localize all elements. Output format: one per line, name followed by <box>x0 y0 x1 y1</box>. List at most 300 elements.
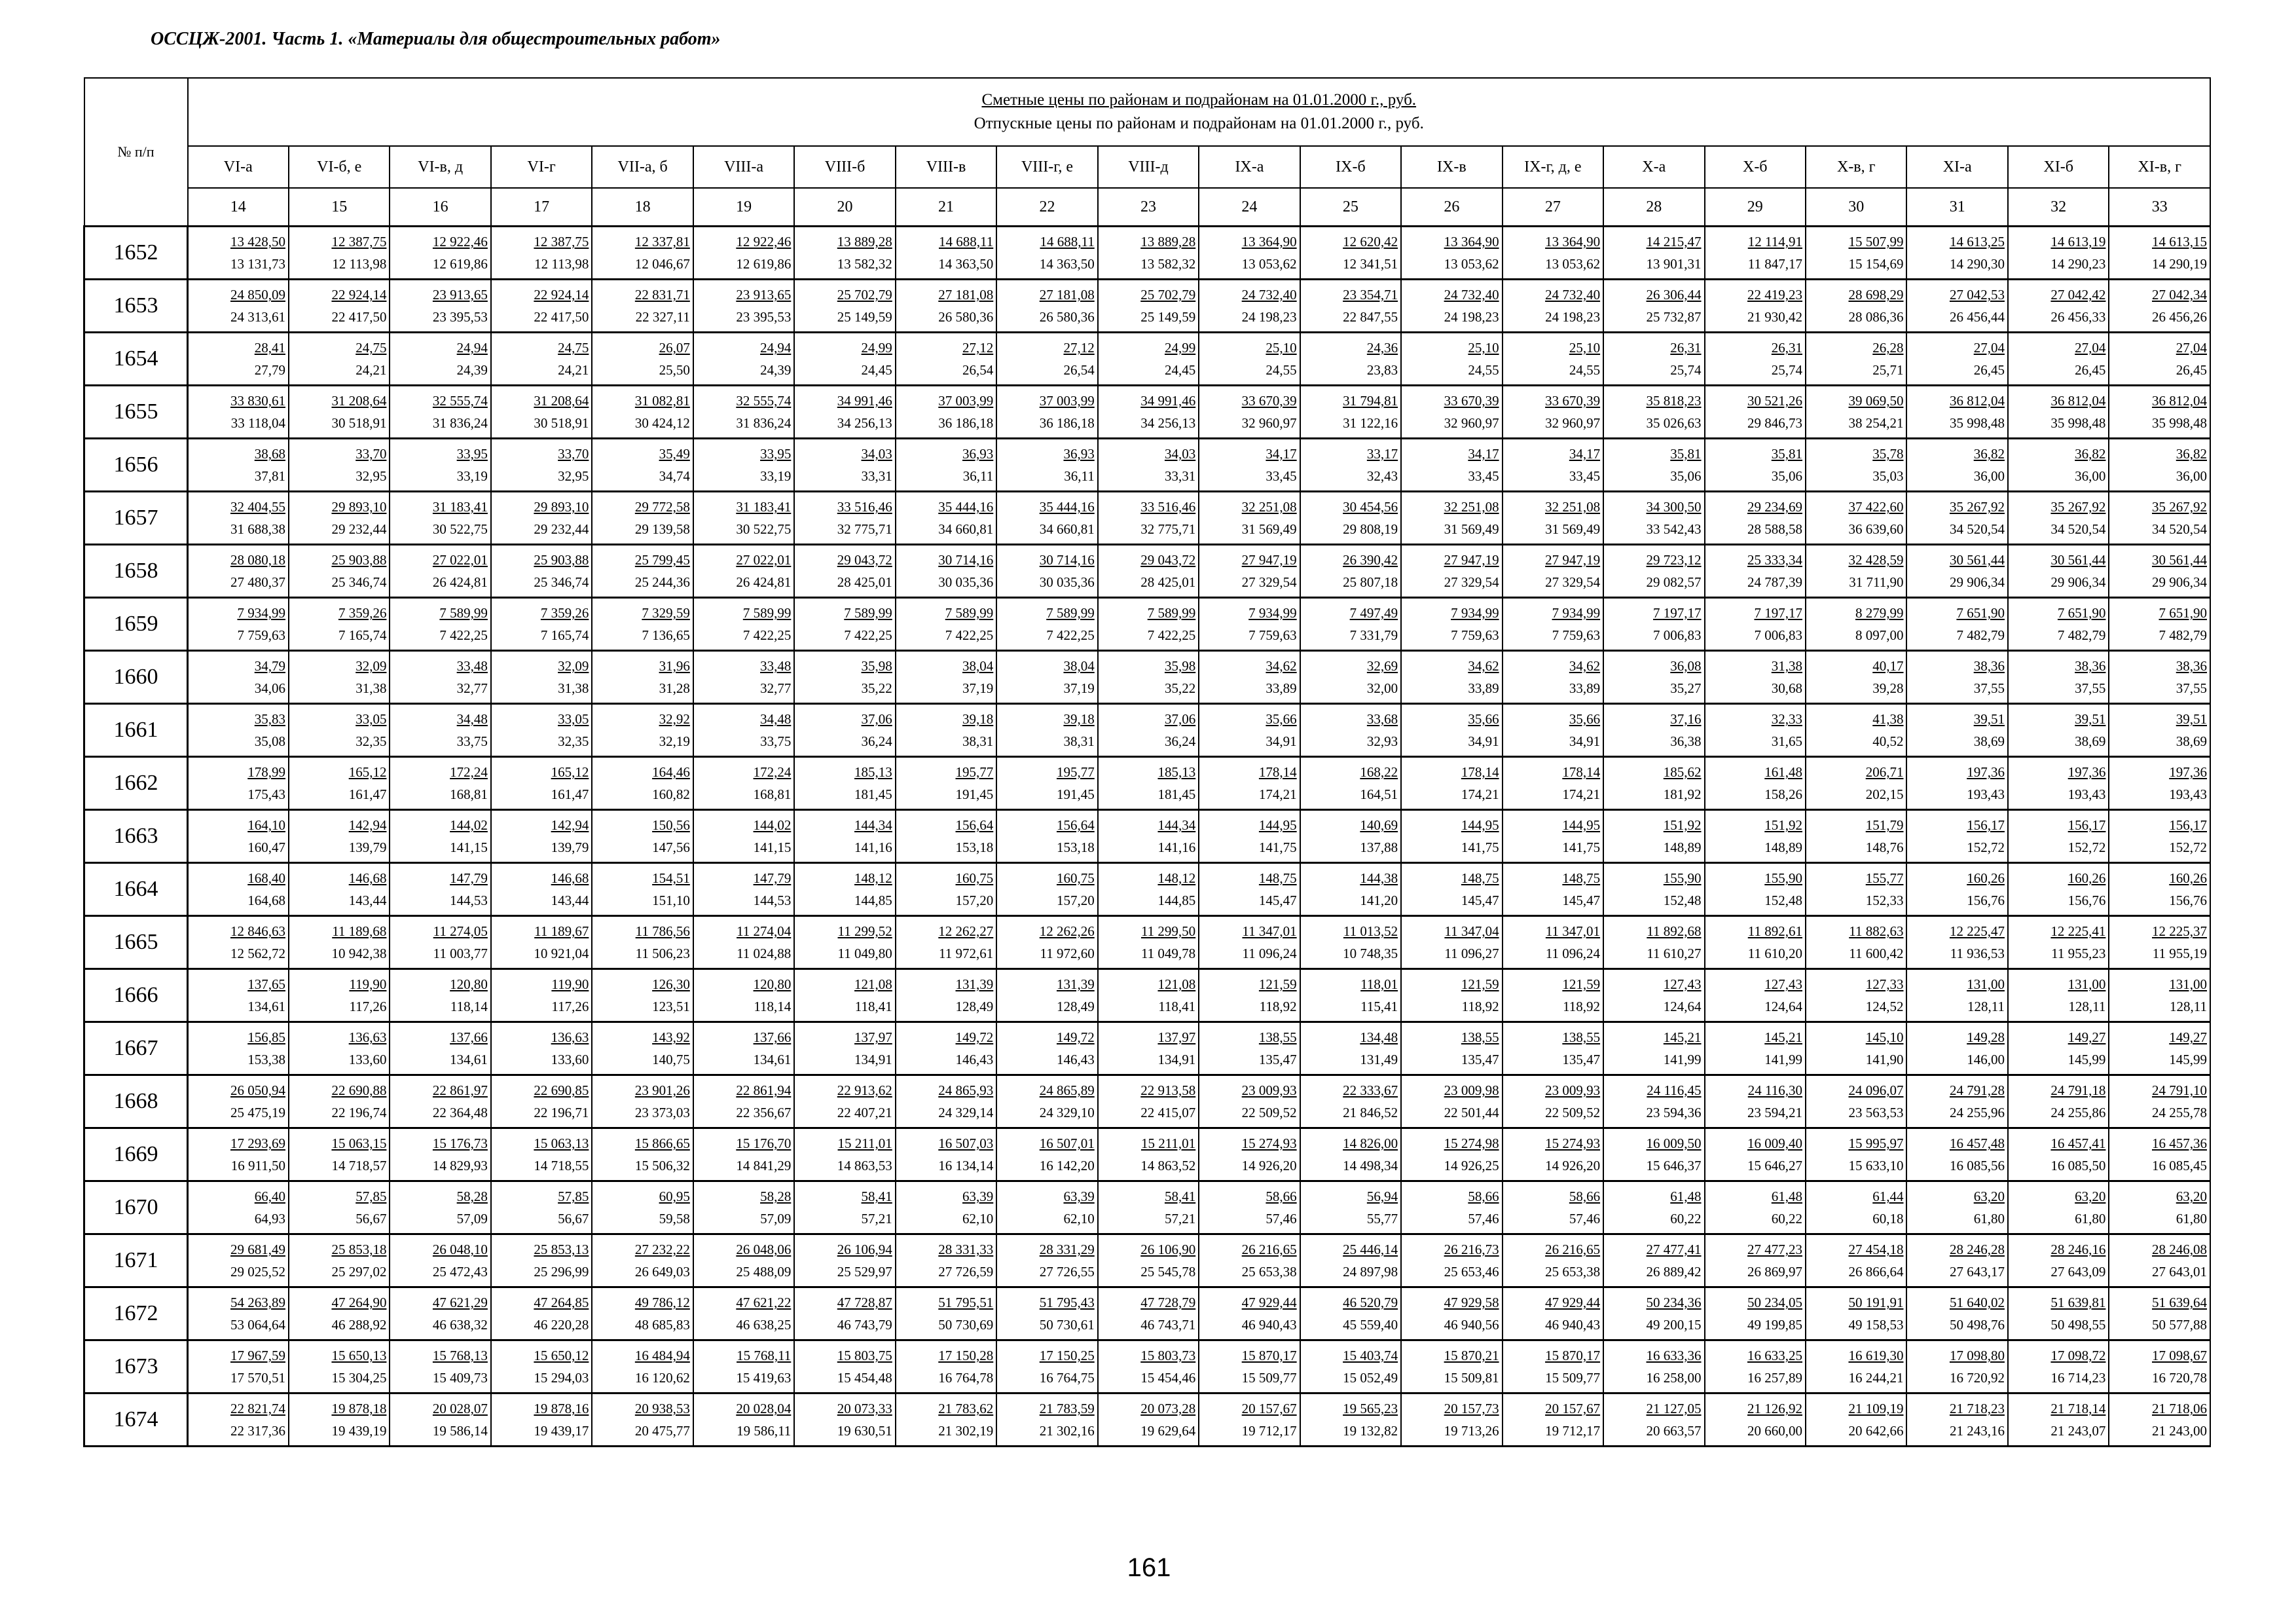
estimated-price: 29 893,10 <box>534 499 589 515</box>
price-cell <box>794 1075 895 1128</box>
estimated-price: 126,30 <box>652 976 690 992</box>
release-price: 7 422,25 <box>1147 627 1196 643</box>
estimated-price: 185,13 <box>1157 764 1196 780</box>
estimated-price: 156,17 <box>2169 817 2207 833</box>
price-cell <box>1603 386 1704 439</box>
release-price: 7 759,63 <box>1451 627 1499 643</box>
estimated-price: 27 454,18 <box>1848 1242 1904 1257</box>
estimated-price: 30 714,16 <box>938 552 994 568</box>
release-price: 19 712,17 <box>1545 1423 1601 1439</box>
price-cell <box>794 1234 895 1287</box>
estimated-price: 27 042,42 <box>2050 287 2106 303</box>
price-cell <box>1906 651 2007 704</box>
price-cell <box>1300 333 1401 386</box>
estimated-price: 35 444,16 <box>938 499 994 515</box>
release-price: 181,45 <box>854 786 892 802</box>
estimated-price: 26 216,73 <box>1444 1242 1499 1257</box>
price-cell <box>794 1340 895 1393</box>
estimated-price: 21 109,19 <box>1848 1401 1904 1416</box>
price-cell <box>1906 1393 2007 1447</box>
price-cell <box>1603 651 1704 704</box>
release-price: 35,06 <box>1670 468 1702 484</box>
estimated-price: 147,79 <box>450 870 488 886</box>
price-cell <box>1503 1393 1603 1447</box>
release-price: 161,47 <box>348 786 387 802</box>
price-cell <box>794 333 895 386</box>
price-cell <box>1705 1075 1806 1128</box>
price-cell <box>2008 280 2109 333</box>
release-price: 29 082,57 <box>1646 574 1702 590</box>
estimated-price: 27 477,41 <box>1646 1242 1702 1257</box>
price-cell <box>2109 1022 2210 1075</box>
estimated-price: 33 830,61 <box>230 393 285 409</box>
price-cell <box>996 863 1097 916</box>
price-cell <box>2109 863 2210 916</box>
estimated-price: 7 651,90 <box>1956 605 2005 621</box>
release-price: 31 688,38 <box>230 521 285 537</box>
row-number: 1673 <box>84 1340 188 1393</box>
release-price: 35,22 <box>1164 680 1196 696</box>
price-cell <box>289 863 390 916</box>
price-cell <box>390 1022 490 1075</box>
release-price: 26,45 <box>1973 362 2005 378</box>
release-price: 37,55 <box>2176 680 2207 696</box>
price-cell <box>1603 1234 1704 1287</box>
price-cell <box>2008 810 2109 863</box>
price-cell <box>2109 598 2210 651</box>
price-cell <box>491 545 592 598</box>
estimated-price: 29 681,49 <box>230 1242 285 1257</box>
estimated-price: 31 082,81 <box>634 393 690 409</box>
price-cell <box>794 651 895 704</box>
estimated-price: 11 347,01 <box>1242 923 1297 939</box>
release-price: 134,91 <box>1157 1052 1196 1067</box>
price-cell <box>896 1181 996 1234</box>
price-cell <box>592 651 693 704</box>
estimated-price: 34,79 <box>254 658 285 674</box>
release-price: 36 639,60 <box>1848 521 1904 537</box>
price-cell <box>996 810 1097 863</box>
release-price: 24 198,23 <box>1444 309 1499 325</box>
release-price: 128,49 <box>1056 999 1095 1014</box>
estimated-price: 13 889,28 <box>837 234 892 249</box>
estimated-price: 12 114,91 <box>1747 234 1802 249</box>
release-price: 27 329,54 <box>1444 574 1499 590</box>
estimated-price: 24 791,10 <box>2152 1082 2207 1098</box>
release-price: 31 711,90 <box>1849 574 1904 590</box>
release-price: 7 422,25 <box>1046 627 1095 643</box>
release-price: 15 409,73 <box>432 1370 488 1386</box>
release-price: 26 424,81 <box>432 574 488 590</box>
table-row <box>84 863 2211 916</box>
estimated-price: 34,62 <box>1468 658 1499 674</box>
release-price: 46 940,43 <box>1545 1317 1601 1333</box>
estimated-price: 15 870,21 <box>1444 1348 1499 1363</box>
price-cell <box>1806 1128 1906 1181</box>
estimated-price: 38,36 <box>1973 658 2005 674</box>
release-price: 152,48 <box>1764 893 1802 908</box>
release-price: 22 501,44 <box>1444 1105 1499 1120</box>
estimated-price: 26 048,10 <box>432 1242 488 1257</box>
price-cell <box>1199 492 1300 545</box>
price-cell <box>996 1393 1097 1447</box>
release-price: 13 131,73 <box>230 256 285 272</box>
release-price: 32,77 <box>456 680 488 696</box>
price-cell <box>1300 545 1401 598</box>
estimated-price: 23 913,65 <box>736 287 792 303</box>
district-header: IX-г, д, е <box>1503 146 1603 188</box>
row-number: 1659 <box>84 598 188 651</box>
estimated-price: 154,51 <box>652 870 690 886</box>
price-cell <box>289 333 390 386</box>
price-cell <box>1300 492 1401 545</box>
release-price: 14 290,23 <box>2050 256 2106 272</box>
price-cell <box>289 386 390 439</box>
price-cell <box>390 1128 490 1181</box>
release-price: 13 053,62 <box>1444 256 1499 272</box>
price-cell <box>289 1234 390 1287</box>
release-price: 16 720,92 <box>1949 1370 2005 1386</box>
release-price: 133,60 <box>348 1052 387 1067</box>
estimated-price: 33,05 <box>558 711 589 727</box>
price-cell <box>289 1128 390 1181</box>
estimated-price: 25 903,88 <box>331 552 387 568</box>
price-cell <box>491 280 592 333</box>
estimated-price: 25 853,18 <box>331 1242 387 1257</box>
release-price: 19 713,26 <box>1444 1423 1499 1439</box>
price-cell <box>794 280 895 333</box>
release-price: 26 424,81 <box>736 574 792 590</box>
column-number: 31 <box>1906 188 2007 227</box>
release-price: 25,74 <box>1670 362 1702 378</box>
estimated-price: 7 589,99 <box>1147 605 1196 621</box>
estimated-price: 16 484,94 <box>634 1348 690 1363</box>
price-cell <box>2008 1234 2109 1287</box>
estimated-price: 22 924,14 <box>534 287 589 303</box>
estimated-price: 58,66 <box>1468 1189 1499 1204</box>
price-cell <box>896 916 996 969</box>
release-price: 35,06 <box>1771 468 1802 484</box>
row-number: 1666 <box>84 969 188 1022</box>
estimated-price: 24 791,18 <box>2050 1082 2106 1098</box>
estimated-price: 58,41 <box>861 1189 892 1204</box>
price-cell <box>1906 704 2007 757</box>
release-price: 14 290,30 <box>1949 256 2005 272</box>
estimated-price: 13 364,90 <box>1444 234 1499 249</box>
estimated-price: 57,85 <box>355 1189 387 1204</box>
price-cell <box>592 969 693 1022</box>
column-number: 28 <box>1603 188 1704 227</box>
release-price: 145,47 <box>1258 893 1297 908</box>
price-cell <box>1199 598 1300 651</box>
release-price: 35,22 <box>861 680 892 696</box>
estimated-price: 15 063,15 <box>331 1135 387 1151</box>
release-price: 36,11 <box>962 468 994 484</box>
estimated-price: 25 903,88 <box>534 552 589 568</box>
release-price: 14 926,25 <box>1444 1158 1499 1173</box>
release-price: 124,64 <box>1764 999 1802 1014</box>
release-price: 135,47 <box>1461 1052 1499 1067</box>
release-price: 37,55 <box>2075 680 2106 696</box>
release-price: 145,47 <box>1562 893 1601 908</box>
estimated-price: 12 225,41 <box>2050 923 2106 939</box>
price-cell <box>693 333 794 386</box>
estimated-price: 27 022,01 <box>432 552 488 568</box>
release-price: 141,20 <box>1360 893 1398 908</box>
estimated-price: 118,01 <box>1360 976 1398 992</box>
estimated-price: 50 191,91 <box>1848 1295 1904 1310</box>
release-price: 25 653,38 <box>1241 1264 1297 1280</box>
price-cell <box>188 863 289 916</box>
estimated-price: 17 098,67 <box>2152 1348 2207 1363</box>
release-price: 45 559,40 <box>1343 1317 1398 1333</box>
price-cell <box>592 916 693 969</box>
release-price: 157,20 <box>955 893 994 908</box>
price-cell <box>693 545 794 598</box>
release-price: 11 096,24 <box>1242 946 1297 961</box>
estimated-price: 30 561,44 <box>2152 552 2207 568</box>
release-price: 146,43 <box>955 1052 994 1067</box>
estimated-price: 33,48 <box>456 658 488 674</box>
release-price: 50 498,76 <box>1949 1317 2005 1333</box>
release-price: 22 356,67 <box>736 1105 792 1120</box>
release-price: 35 998,48 <box>1949 415 2005 431</box>
release-price: 13 582,32 <box>1140 256 1196 272</box>
price-cell <box>1300 1022 1401 1075</box>
price-cell <box>1906 757 2007 810</box>
estimated-price: 15 176,73 <box>432 1135 488 1151</box>
price-cell <box>289 757 390 810</box>
estimated-price: 34,17 <box>1569 446 1601 462</box>
estimated-price: 7 359,26 <box>338 605 387 621</box>
estimated-price: 14 826,00 <box>1343 1135 1398 1151</box>
estimated-price: 156,17 <box>1967 817 2005 833</box>
price-table-container <box>83 77 2211 1447</box>
estimated-price: 30 714,16 <box>1039 552 1095 568</box>
price-cell <box>1098 333 1199 386</box>
release-price: 11 049,78 <box>1140 946 1196 961</box>
estimated-price: 35,81 <box>1771 446 1802 462</box>
release-price: 22 509,52 <box>1545 1105 1601 1120</box>
price-cell <box>592 227 693 280</box>
district-header: VIII-в <box>896 146 996 188</box>
price-cell <box>2008 757 2109 810</box>
price-cell <box>2109 1234 2210 1287</box>
price-cell <box>896 439 996 492</box>
estimated-price: 20 073,33 <box>837 1401 892 1416</box>
price-cell <box>592 863 693 916</box>
table-row <box>84 1393 2211 1447</box>
estimated-price: 138,55 <box>1258 1029 1297 1045</box>
release-price: 62,10 <box>962 1211 994 1227</box>
price-cell <box>390 651 490 704</box>
price-cell <box>794 598 895 651</box>
estimated-price: 15 870,17 <box>1241 1348 1297 1363</box>
price-cell <box>1705 969 1806 1022</box>
release-price: 46 743,71 <box>1140 1317 1196 1333</box>
release-price: 141,99 <box>1764 1052 1802 1067</box>
estimated-price: 195,77 <box>955 764 994 780</box>
release-price: 20 660,00 <box>1747 1423 1802 1439</box>
estimated-price: 137,66 <box>753 1029 792 1045</box>
price-cell <box>693 1393 794 1447</box>
price-cell <box>592 810 693 863</box>
estimated-price: 15 176,70 <box>736 1135 792 1151</box>
release-price: 152,72 <box>2169 840 2207 855</box>
price-cell <box>996 439 1097 492</box>
price-cell <box>2008 969 2109 1022</box>
estimated-price: 24,99 <box>861 340 892 356</box>
release-price: 21 302,19 <box>938 1423 994 1439</box>
release-price: 13 053,62 <box>1241 256 1297 272</box>
price-cell <box>896 598 996 651</box>
estimated-price: 28 331,29 <box>1039 1242 1095 1257</box>
release-price: 26,54 <box>962 362 994 378</box>
price-cell <box>1906 333 2007 386</box>
price-cell <box>1603 1181 1704 1234</box>
estimated-price: 164,10 <box>247 817 285 833</box>
release-price: 31 569,49 <box>1444 521 1499 537</box>
estimated-price: 28 246,08 <box>2152 1242 2207 1257</box>
estimated-price: 24 116,45 <box>1647 1082 1702 1098</box>
row-number: 1661 <box>84 704 188 757</box>
release-price: 135,47 <box>1258 1052 1297 1067</box>
estimated-price: 15 063,13 <box>534 1135 589 1151</box>
estimated-price: 28 246,16 <box>2050 1242 2106 1257</box>
release-price: 34,74 <box>659 468 690 484</box>
estimated-price: 36 812,04 <box>2152 393 2207 409</box>
price-cell <box>390 333 490 386</box>
release-price: 24 198,23 <box>1545 309 1601 325</box>
release-price: 22 196,71 <box>534 1105 589 1120</box>
price-cell <box>1401 1234 1502 1287</box>
release-price: 23 594,21 <box>1747 1105 1802 1120</box>
price-cell <box>2008 492 2109 545</box>
release-price: 174,21 <box>1461 786 1499 802</box>
estimated-price: 121,08 <box>1157 976 1196 992</box>
price-cell <box>1300 227 1401 280</box>
price-cell <box>996 598 1097 651</box>
estimated-price: 22 861,97 <box>432 1082 488 1098</box>
estimated-price: 27 947,19 <box>1444 552 1499 568</box>
table-row <box>84 810 2211 863</box>
row-number: 1665 <box>84 916 188 969</box>
estimated-price: 31 208,64 <box>331 393 387 409</box>
estimated-price: 7 497,49 <box>1349 605 1398 621</box>
release-price: 25 297,02 <box>331 1264 387 1280</box>
price-cell <box>794 1393 895 1447</box>
price-cell <box>693 386 794 439</box>
estimated-price: 7 934,99 <box>1248 605 1297 621</box>
estimated-price: 30 561,44 <box>2050 552 2106 568</box>
estimated-price: 145,10 <box>1865 1029 1904 1045</box>
release-price: 17 570,51 <box>230 1370 285 1386</box>
release-price: 37,81 <box>254 468 285 484</box>
estimated-price: 145,21 <box>1663 1029 1702 1045</box>
estimated-price: 47 929,44 <box>1241 1295 1297 1310</box>
release-price: 32,19 <box>659 733 690 749</box>
release-price: 164,51 <box>1360 786 1398 802</box>
estimated-price: 16 009,40 <box>1747 1135 1802 1151</box>
release-price: 36,24 <box>1164 733 1196 749</box>
estimated-price: 30 561,44 <box>1949 552 2005 568</box>
release-price: 16 120,62 <box>634 1370 690 1386</box>
price-cell <box>693 1340 794 1393</box>
release-price: 13 901,31 <box>1646 256 1702 272</box>
estimated-price: 131,00 <box>1967 976 2005 992</box>
price-cell <box>491 969 592 1022</box>
release-price: 36,11 <box>1064 468 1095 484</box>
estimated-price: 21 783,62 <box>938 1401 994 1416</box>
price-cell <box>1199 916 1300 969</box>
price-cell <box>592 1234 693 1287</box>
price-cell <box>592 1287 693 1340</box>
release-price: 24,39 <box>456 362 488 378</box>
estimated-price: 22 831,71 <box>634 287 690 303</box>
price-cell <box>1300 386 1401 439</box>
estimated-price: 38,04 <box>962 658 994 674</box>
release-price: 157,20 <box>1056 893 1095 908</box>
price-cell <box>896 545 996 598</box>
estimated-price: 27,12 <box>962 340 994 356</box>
estimated-price: 137,97 <box>854 1029 892 1045</box>
estimated-price: 25 333,34 <box>1747 552 1802 568</box>
price-cell <box>1300 704 1401 757</box>
release-price: 30 522,75 <box>432 521 488 537</box>
release-price: 25 346,74 <box>534 574 589 590</box>
release-price: 29 846,73 <box>1747 415 1802 431</box>
release-price: 10 748,35 <box>1343 946 1398 961</box>
price-cell <box>491 810 592 863</box>
table-row <box>84 969 2211 1022</box>
estimated-price: 36,82 <box>2176 446 2207 462</box>
table-row <box>84 333 2211 386</box>
price-cell <box>896 280 996 333</box>
release-price: 14 926,20 <box>1545 1158 1601 1173</box>
release-price: 24 897,98 <box>1343 1264 1398 1280</box>
release-price: 49 199,85 <box>1747 1317 1802 1333</box>
price-cell <box>693 916 794 969</box>
price-cell <box>1603 280 1704 333</box>
estimated-price: 144,95 <box>1562 817 1601 833</box>
release-price: 11 955,23 <box>2051 946 2106 961</box>
estimated-price: 30 521,26 <box>1747 393 1802 409</box>
release-price: 160,82 <box>652 786 690 802</box>
price-cell <box>1503 545 1603 598</box>
release-price: 193,43 <box>1967 786 2005 802</box>
table-row <box>84 916 2211 969</box>
caption-estimated-prices: Сметные цены по районам и подрайонам на 01.01.2000 г., руб. <box>981 91 1417 109</box>
estimated-price: 144,34 <box>854 817 892 833</box>
release-price: 33,19 <box>456 468 488 484</box>
release-price: 34 256,13 <box>1140 415 1196 431</box>
price-cell <box>896 333 996 386</box>
estimated-price: 13 364,90 <box>1545 234 1601 249</box>
estimated-price: 172,24 <box>753 764 792 780</box>
price-cell <box>1503 386 1603 439</box>
release-price: 27 329,54 <box>1545 574 1601 590</box>
price-cell <box>1906 492 2007 545</box>
release-price: 27 726,55 <box>1039 1264 1095 1280</box>
release-price: 57,21 <box>1164 1211 1196 1227</box>
estimated-price: 36,08 <box>1670 658 1702 674</box>
estimated-price: 7 589,99 <box>439 605 488 621</box>
price-cell <box>1098 863 1199 916</box>
release-price: 26,45 <box>2075 362 2106 378</box>
estimated-price: 144,02 <box>450 817 488 833</box>
price-cell <box>794 439 895 492</box>
release-price: 26 580,36 <box>1039 309 1095 325</box>
